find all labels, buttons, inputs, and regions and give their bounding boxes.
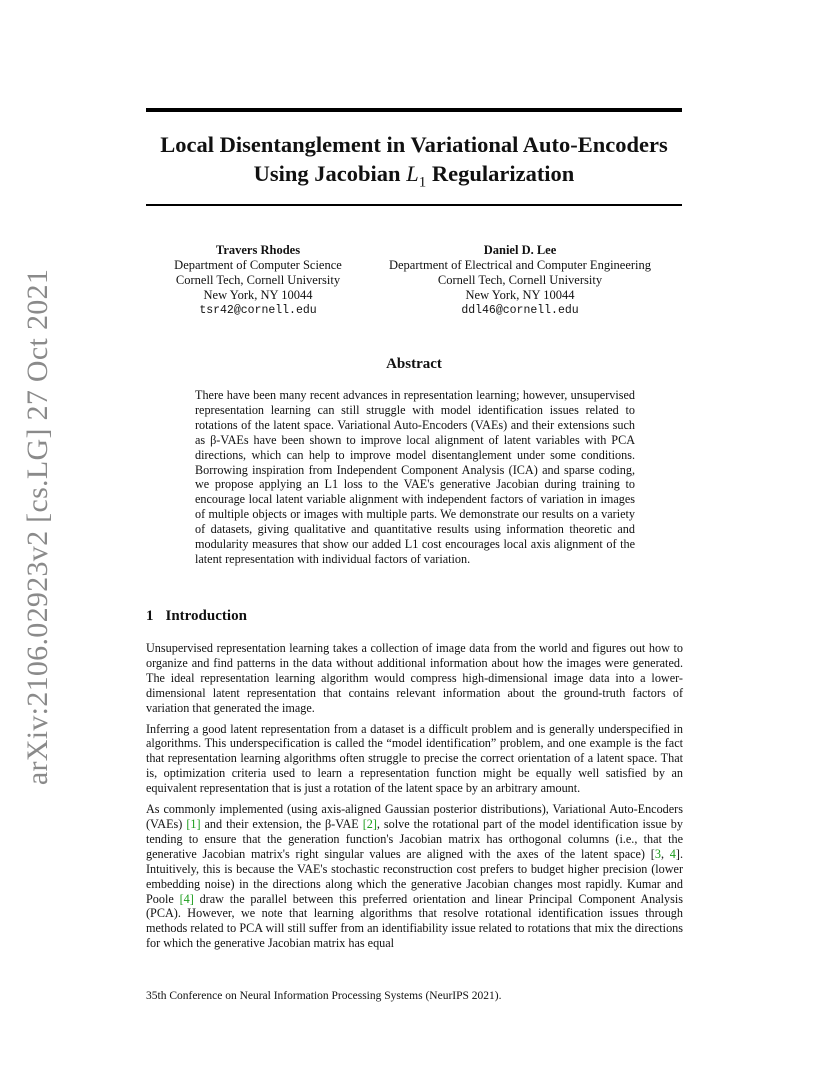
- intro-p3-text: ,: [660, 846, 670, 861]
- citation-link-4[interactable]: 4: [669, 846, 676, 861]
- title-math-var: L: [406, 161, 419, 186]
- intro-paragraph-3: [146, 802, 683, 951]
- author-location: New York, NY 10044: [203, 288, 313, 302]
- author-email: tsr42@cornell.edu: [199, 304, 317, 317]
- title-rule-top: [146, 108, 682, 112]
- intro-p3-text: ]. Intuitively, this is because the VAE's stochastic reconstruction cost prefers to budget higher precision (lower embedding noise) in the directions along which the generative Jacobian changes most rapidly. Kumar and Poole: [146, 846, 683, 906]
- author-department: Department of Computer Science: [174, 258, 342, 272]
- author-location: New York, NY 10044: [465, 288, 575, 302]
- section-heading-introduction: [146, 608, 247, 625]
- title-math-sub: 1: [418, 174, 427, 191]
- introduction-body: [146, 641, 683, 957]
- intro-p3-text: , solve the rotational part of the model identification issue by tending to ensure that the generation function's Jacobian matrix has orthogonal columns (i.e., that the generative Jacobian matrix's right singular values are aligned with the axes of the latent space) [: [146, 816, 683, 861]
- intro-paragraph-2: Inferring a good latent representation from a dataset is a difficult problem and is generally underspecified in algorithms. This underspecification is called the “model identification” problem, and one example is the fact that representation learning algorithms often struggle to precise the correct orientation of a latent space. That is, optimization criteria used to learn a representation function might be equally well satisfied by an equivalent representation that is just a rotation of the latent space by an arbitrary amount.: [146, 721, 683, 796]
- author-institution: Cornell Tech, Cornell University: [437, 273, 603, 287]
- intro-p3-text: draw the parallel between this preferred orientation and linear Principal Component Analysis (PCA). However, we note that learning algorithms that resolve rotational identification issues through methods related to PCA will still suffer from an identifiability issue related to rotations that mix the directions for which the generative Jacobian matrix has equal: [146, 891, 683, 951]
- author-email: ddl46@cornell.edu: [461, 304, 579, 317]
- title-line-2-suffix: Regularization: [426, 161, 575, 186]
- section-title: Introduction: [165, 608, 247, 624]
- title-line-2-prefix: Using Jacobian: [253, 161, 407, 186]
- intro-p3-text: As commonly implemented (using axis-aligned Gaussian posterior distributions), Variational Auto-Encoders (VAEs): [146, 802, 683, 831]
- abstract-heading: Abstract: [386, 356, 442, 372]
- abstract-text: There have been many recent advances in representation learning; however, unsupervised representation learning can still struggle with model identification issues related to rotations of the latent space. Variational Auto-Encoders (VAEs) and their extensions such as β-VAEs have been shown to improve local alignment of latent variables with PCA directions, which can help to improve model disentanglement under some conditions. Borrowing inspiration from Independent Component Analysis (ICA) and sparse coding, we propose applying an L1 loss to the VAE's generative Jacobian during training to encourage local latent variable alignment with independent factors of variation in images of multiple objects or images with multiple parts. We demonstrate our results on a variety of datasets, giving qualitative and quantitative results using information theoretic and modularity measures that show our added L1 cost encourages local axis alignment of the latent representation with individual factors of variation.: [195, 388, 635, 566]
- paper-title: [146, 130, 682, 198]
- section-number: 1: [146, 608, 154, 624]
- author-block-2: [372, 243, 668, 318]
- arxiv-identifier: arXiv:2106.02923v2 [cs.LG] 27 Oct 2021: [21, 268, 54, 786]
- author-name: Daniel D. Lee: [483, 243, 557, 257]
- intro-paragraph-1: Unsupervised representation learning takes a collection of image data from the world and figures out how to organize and find patterns in the data without additional information about how the images were generated. The ideal representation learning algorithm would compress high-dimensional image data into a lower-dimensional latent representation that contains relevant information about the ground-truth factors of variation that generated the image.: [146, 641, 683, 715]
- author-institution: Cornell Tech, Cornell University: [175, 273, 341, 287]
- title-rule-bottom: [146, 204, 682, 206]
- title-line-2: [146, 159, 682, 198]
- citation-link-1[interactable]: [1]: [186, 816, 201, 831]
- author-name: Travers Rhodes: [215, 243, 301, 257]
- author-block-1: [160, 243, 356, 318]
- conference-footnote: 35th Conference on Neural Information Processing Systems (NeurIPS 2021).: [146, 990, 502, 1002]
- author-department: Department of Electrical and Computer Engineering: [388, 258, 652, 272]
- citation-link-2[interactable]: [2]: [362, 816, 377, 831]
- title-line-1: Local Disentanglement in Variational Auto-Encoders: [160, 132, 668, 157]
- intro-p3-text: and their extension, the β-VAE: [200, 816, 363, 831]
- citation-link-4b[interactable]: [4]: [179, 891, 194, 906]
- citation-link-3[interactable]: 3: [654, 846, 661, 861]
